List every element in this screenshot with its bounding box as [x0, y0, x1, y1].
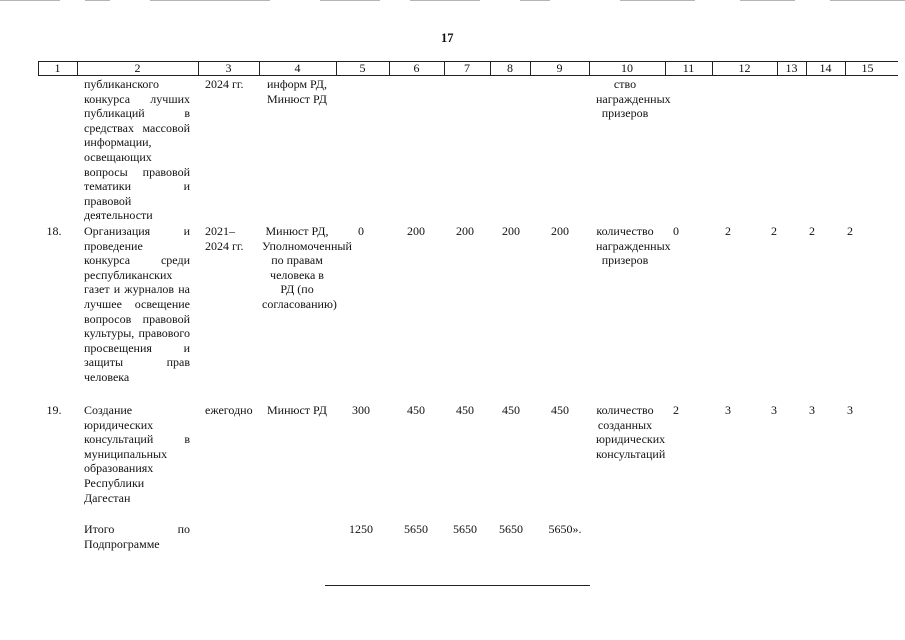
cell-value-14: 2 — [809, 224, 815, 238]
cell-value-15: 2 — [847, 224, 853, 238]
total-value-5: 1250 — [349, 522, 373, 536]
cell-period: 2024 гг. — [205, 77, 244, 91]
cell-executor: Минюст РД — [266, 403, 327, 417]
cell-executor: информ РД, Минюст РД — [266, 77, 327, 106]
header-col-13: 13 — [785, 61, 798, 75]
header-col-15: 15 — [861, 61, 874, 75]
header-col-12: 12 — [738, 61, 751, 75]
cell-value-9: 200 — [551, 224, 569, 238]
scan-edge-line — [520, 0, 550, 1]
cell-value-6: 450 — [407, 403, 425, 417]
header-col-7: 7 — [464, 61, 470, 75]
cell-value-13: 3 — [771, 403, 777, 417]
cell-period: 2021–2024 гг. — [205, 224, 244, 253]
cell-activity-name: публиканского конкурса лучших публикаций в средствах массовой информации, освещающих вопросы правовой тематики и правовой деятельности — [84, 77, 190, 223]
cell-value-15: 3 — [847, 403, 853, 417]
cell-activity-name: Создание юридических консультаций в муниципальных образованиях Республики Дагестан — [84, 403, 190, 505]
cell-indicator: количество награжденных призеров — [596, 224, 671, 268]
closing-rule — [325, 585, 590, 586]
header-col-10: 10 — [621, 61, 633, 75]
header-col-1: 1 — [54, 61, 61, 75]
cell-value-8: 450 — [502, 403, 520, 417]
scan-edge-line — [620, 0, 695, 1]
cell-value-13: 2 — [771, 224, 777, 238]
cell-value-5: 300 — [352, 403, 370, 417]
scan-edge-line — [0, 0, 60, 1]
cell-value-6: 200 — [407, 224, 425, 238]
scan-edge-line — [740, 0, 795, 1]
cell-value-12: 2 — [725, 224, 731, 238]
scan-edge-line — [85, 0, 110, 1]
total-value-7: 5650 — [453, 522, 477, 536]
header-col-8: 8 — [507, 61, 513, 75]
cell-value-7: 450 — [456, 403, 474, 417]
cell-row-number: 19. — [46, 403, 62, 417]
header-col-11: 11 — [682, 61, 695, 75]
total-value-8: 5650 — [499, 522, 523, 536]
cell-value-8: 200 — [502, 224, 520, 238]
cell-executor: Минюст РД, Уполномоченный по правам человека в РД (по согласованию) — [262, 224, 352, 311]
scan-edge-line — [320, 0, 380, 1]
cell-activity-name: Организация и проведение конкурса среди республиканских газет и журналов на лучшее освещение вопросов правовой культуры, правового просвещения и защиты прав человека — [84, 224, 190, 384]
cell-value-11: 0 — [673, 224, 679, 238]
header-col-5: 5 — [359, 61, 366, 75]
cell-indicator: количество созданных юридических консультаций — [596, 403, 666, 461]
page-number: 17 — [441, 31, 454, 45]
header-col-14: 14 — [819, 61, 832, 75]
header-col-2: 2 — [134, 61, 141, 75]
total-label: Итого по Подпрограмме — [84, 522, 190, 551]
header-bottom-rule — [38, 75, 898, 76]
cell-value-7: 200 — [456, 224, 474, 238]
cell-value-12: 3 — [725, 403, 731, 417]
scan-edge-line — [830, 0, 905, 1]
header-col-6: 6 — [413, 61, 420, 75]
header-col-9: 9 — [556, 61, 563, 75]
cell-row-number: 18. — [46, 224, 62, 238]
cell-value-14: 3 — [809, 403, 815, 417]
header-col-3: 3 — [225, 61, 232, 75]
header-col-4: 4 — [294, 61, 301, 75]
cell-indicator: ство награжденных призеров — [596, 77, 671, 121]
total-value-6: 5650 — [404, 522, 428, 536]
cell-value-9: 450 — [551, 403, 569, 417]
scan-edge-line — [410, 0, 480, 1]
scan-edge-line — [150, 0, 270, 1]
total-value-9: 5650». — [548, 522, 582, 536]
cell-period: ежегодно — [205, 403, 253, 417]
cell-value-11: 2 — [673, 403, 679, 417]
cell-value-5: 0 — [358, 224, 364, 238]
